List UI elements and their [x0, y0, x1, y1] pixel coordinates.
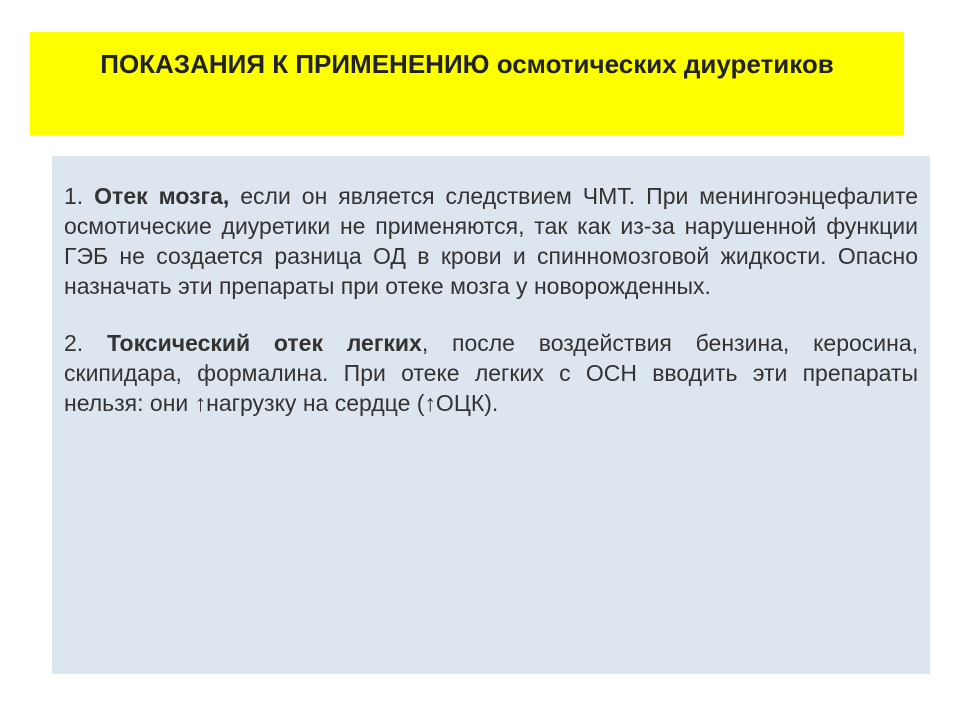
item-1-number: 1.: [64, 183, 84, 209]
item-1-text: если он является следствием ЧМТ. При менингоэнцефалите осмотические диуретики не применяются, так как из-за нарушенной функции ГЭБ не создается разница ОД в крови и спинномозговой жидкости. Опасно назначать эти препараты при отеке мозга у новорожденных.: [64, 183, 919, 299]
item-2-text: , после воздействия бензина, керосина, скипидара, формалина. При отеке легких с ОСН вводить эти препараты нельзя: они ↑нагрузку на сердце (↑ОЦК).: [64, 330, 919, 416]
paragraph-1: [64, 181, 918, 301]
item-2-heading: Токсический отек легких: [106, 330, 422, 356]
paragraph-2: [64, 328, 918, 418]
item-2-number: 2.: [64, 330, 84, 356]
slide-title: [30, 32, 904, 135]
content-panel: [52, 156, 930, 674]
item-1-heading: Отек мозга,: [94, 183, 230, 209]
title-caps: ПОКАЗАНИЯ К ПРИМЕНЕНИЮ: [100, 49, 490, 79]
title-rest: осмотических диуретиков: [496, 49, 834, 79]
